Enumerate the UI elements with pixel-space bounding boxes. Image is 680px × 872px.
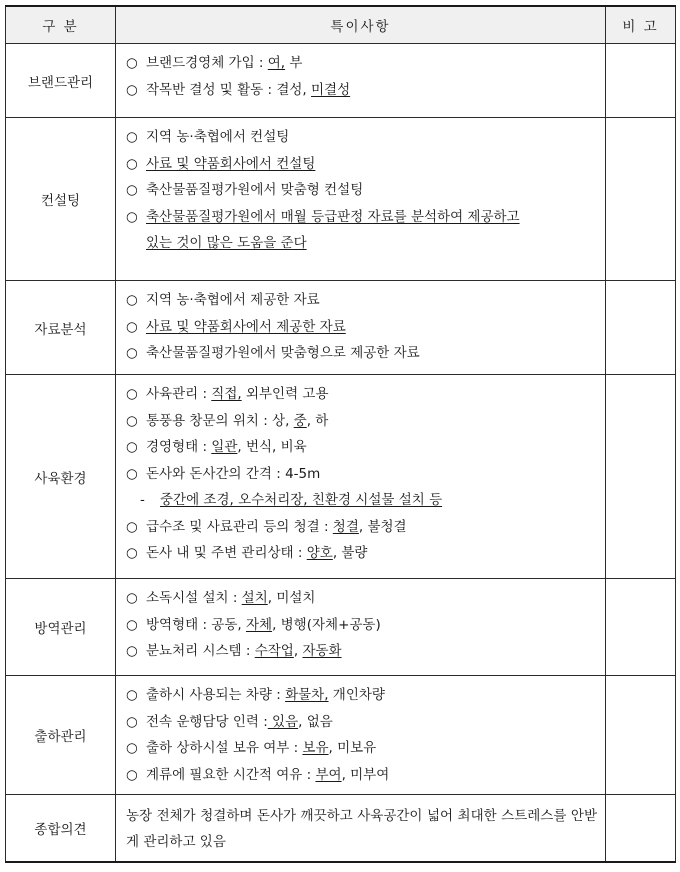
header-category: 구 분 [6,6,116,44]
dash-bullet: - [140,492,145,508]
circle-bullet: ○ [126,740,138,756]
item-text: 돈사 내 및 주변 관리상태 : [146,545,307,561]
circle-bullet: ○ [126,616,138,633]
item-text: , 없음 [298,713,333,730]
item-text: 부 [285,55,303,71]
item-text: , 불량 [332,545,368,561]
list-item [126,408,597,435]
list-item [126,585,597,612]
section-details [116,676,606,795]
circle-bullet: ○ [126,713,138,730]
section-details [116,281,606,375]
circle-bullet: ○ [126,590,138,606]
circle-bullet: ○ [126,155,138,172]
selected-option: 설치 [241,590,268,606]
section-row-data-analysis [6,281,676,375]
item-text: 급수조 및 사료관리 등의 청결 : [146,518,333,535]
selected-option: 사료 및 약품회사에서 컨설팅 [146,155,316,172]
selected-option: 보유 [302,740,329,756]
selected-option: 있음 [267,713,299,730]
header-details: 특이사항 [116,6,606,44]
section-row-summary [6,795,676,863]
item-text: 소독시설 설치 : [146,590,242,606]
list-item [126,381,597,408]
list-item [126,340,597,367]
circle-bullet: ○ [126,465,138,482]
list-item [126,709,597,736]
selected-option: 중 [293,412,307,429]
summary-title: 종합의견 [6,795,116,863]
selected-option: 청결 [332,518,359,535]
sub-item [126,487,597,514]
circle-bullet: ○ [126,766,138,783]
list-item [126,612,597,639]
circle-bullet: ○ [126,81,138,98]
selected-option: 부여 [315,766,342,783]
list-item [126,762,597,789]
item-text: 전속 운행담당 인력 : [146,713,268,730]
item-text: 작목반 결성 및 활동 : 결성, [146,81,311,98]
circle-bullet: ○ [126,55,138,71]
remarks-cell [606,118,676,281]
selected-option: 일관 [211,439,238,455]
circle-bullet: ○ [126,292,138,308]
remarks-cell [606,579,676,676]
item-text: 통풍용 창문의 위치 : 상, [146,412,294,429]
selected-option: 사료 및 약품회사에서 제공한 자료 [146,318,346,335]
item-text: 개인차량 [328,687,385,703]
section-details [116,375,606,579]
section-row-consulting [6,118,676,281]
list-item [126,682,597,709]
list-item [126,151,597,178]
circle-bullet: ○ [126,687,138,703]
section-title: 자료분석 [6,281,116,375]
section-row-shipping-management [6,676,676,795]
circle-bullet: ○ [126,318,138,335]
item-text: , 번식, 비육 [237,439,307,455]
list-item [126,434,597,461]
section-details [116,118,606,281]
circle-bullet: ○ [126,129,138,145]
list-item [126,230,597,257]
item-text: 지역 농·축협에서 컨설팅 [146,129,290,145]
remarks-cell [606,795,676,863]
selected-option: 직접, [211,386,242,402]
evaluation-table [5,5,676,863]
item-text: 계류에 필요한 시간적 여유 : [146,766,316,783]
remarks-cell [606,281,676,375]
section-row-disease-control [6,579,676,676]
remarks-cell [606,676,676,795]
section-title: 컨설팅 [6,118,116,281]
circle-bullet: ○ [126,412,138,429]
remarks-cell [606,375,676,579]
summary-details [116,795,606,863]
selected-option: 여, [267,55,286,71]
item-text: , 미부여 [341,766,390,783]
item-text: 분뇨처리 시스템 : [146,643,255,659]
section-title: 방역관리 [6,579,116,676]
list-item [126,50,597,77]
section-details [116,44,606,118]
item-text: , 병행(자체+공동) [272,616,381,633]
item-text: , [293,643,303,659]
selected-option: 중간에 조경, 오수처리장, 친환경 시설물 설치 등 [160,492,443,508]
circle-bullet: ○ [126,518,138,535]
item-text: 축산물품질평가원에서 맞춤형 컨설팅 [146,182,364,198]
circle-bullet: ○ [126,643,138,659]
list-item [126,735,597,762]
item-text: , 미보유 [328,740,377,756]
list-item [126,638,597,665]
circle-bullet: ○ [126,182,138,198]
circle-bullet: ○ [126,345,138,361]
list-item [126,540,597,567]
section-title: 사육환경 [6,375,116,579]
item-text: 사육관리 : [146,386,212,402]
selected-option: 화물차, [285,687,329,703]
section-details [116,579,606,676]
list-item [126,461,597,488]
list-item [126,514,597,541]
selected-option: 미결성 [311,81,351,98]
remarks-cell [606,44,676,118]
list-item [126,204,597,231]
selected-option: 수작업 [254,643,294,659]
section-title: 브랜드관리 [6,44,116,118]
section-row-brand-management [6,44,676,118]
list-item [126,124,597,151]
item-text: , 미설치 [267,590,316,606]
circle-bullet: ○ [126,439,138,455]
header-row [6,6,676,44]
list-item [126,77,597,104]
selected-option: 있는 것이 많은 도움을 준다 [146,235,307,251]
header-remarks: 비 고 [606,6,676,44]
section-row-breeding-environment [6,375,676,579]
item-text: 돈사와 돈사간의 간격 : 4-5m [146,465,321,482]
section-title: 출하관리 [6,676,116,795]
list-item [126,287,597,314]
item-text: , 불청결 [358,518,407,535]
selected-option: 자체 [245,616,273,633]
item-text: 외부인력 고용 [241,386,329,402]
item-text: 축산물품질평가원에서 맞춤형으로 제공한 자료 [146,345,420,361]
item-text: 출하 상하시설 보유 여부 : [146,740,303,756]
list-item [126,314,597,341]
item-text: 지역 농·축협에서 제공한 자료 [146,292,320,308]
circle-bullet: ○ [126,208,138,225]
list-item [126,177,597,204]
item-text: 방역형태 : 공동, [146,616,246,633]
summary-text: 농장 전체가 청결하며 돈사가 깨끗하고 사육공간이 넓어 최대한 스트레스를 안받게 관리하고 있음 [126,808,597,850]
item-text: 브랜드경영체 가입 : [146,55,268,71]
item-text: 출하시 사용되는 차량 : [146,687,286,703]
circle-bullet: ○ [126,386,138,402]
item-text: 경영형태 : [146,439,212,455]
item-text: , 하 [306,412,329,429]
selected-option: 축산물품질평가원에서 매월 등급판정 자료를 분석하여 제공하고 [146,208,520,225]
selected-option: 자동화 [302,643,342,659]
selected-option: 양호 [306,545,333,561]
circle-bullet: ○ [126,545,138,561]
